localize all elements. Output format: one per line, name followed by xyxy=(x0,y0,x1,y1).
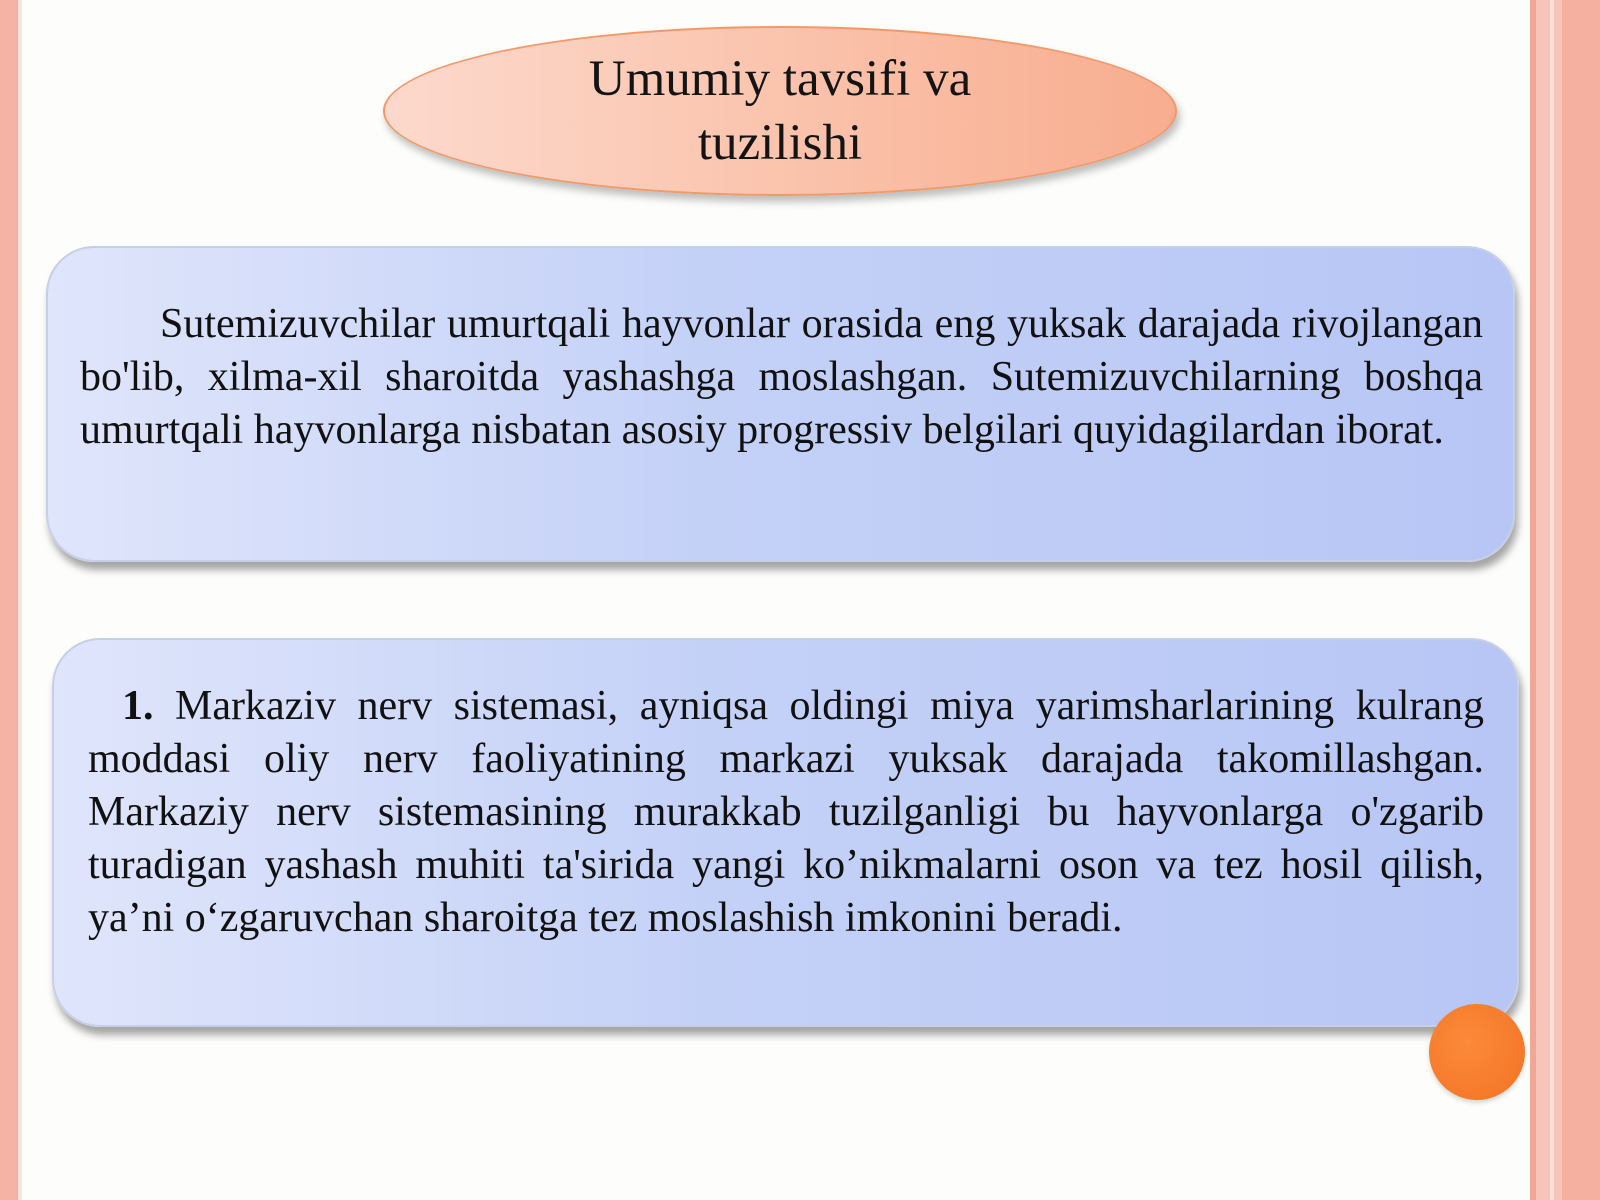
left-border-highlight xyxy=(18,0,22,1200)
right-border-highlight xyxy=(1550,0,1554,1200)
left-border-stripe xyxy=(0,0,18,1200)
point-box xyxy=(52,638,1519,1027)
slide-title: Umumiy tavsifi va tuzilishi xyxy=(588,51,972,171)
intro-box xyxy=(46,246,1515,562)
point-text: Markaziv nerv sistemasi, ayniqsa oldingi miya yarimsharlarining kulrang moddasi oliy nerv faoliyatining markazi yuksak darajada takomillashgan. Markaziy nerv sistemasining murakkab tuzilganligi bu hayvonlarga o'zgarib turadigan yashash muhiti ta'sirida yangi ko’nikmalarni oson va tez hosil qilish, ya’ni o‘zgaruvchan sharoitga tez moslashish imkonini beradi. xyxy=(88,683,1484,941)
right-border-edge xyxy=(1562,0,1600,1200)
right-border-line xyxy=(1530,0,1536,1200)
decorative-orange-circle xyxy=(1429,1004,1525,1100)
point-paragraph xyxy=(88,680,1484,945)
title-ellipse xyxy=(383,26,1177,196)
point-number: 1. xyxy=(122,683,154,729)
intro-paragraph: Sutemizuvchilar umurtqali hayvonlar orasida eng yuksak darajada rivojlangan bo'lib, xilma-xil sharoitda yashashga moslashgan. Sutemizuvchilarning boshqa umurtqali hayvonlarga nisbatan asosiy progressiv belgilari quyidagilardan iborat. xyxy=(80,301,1483,453)
